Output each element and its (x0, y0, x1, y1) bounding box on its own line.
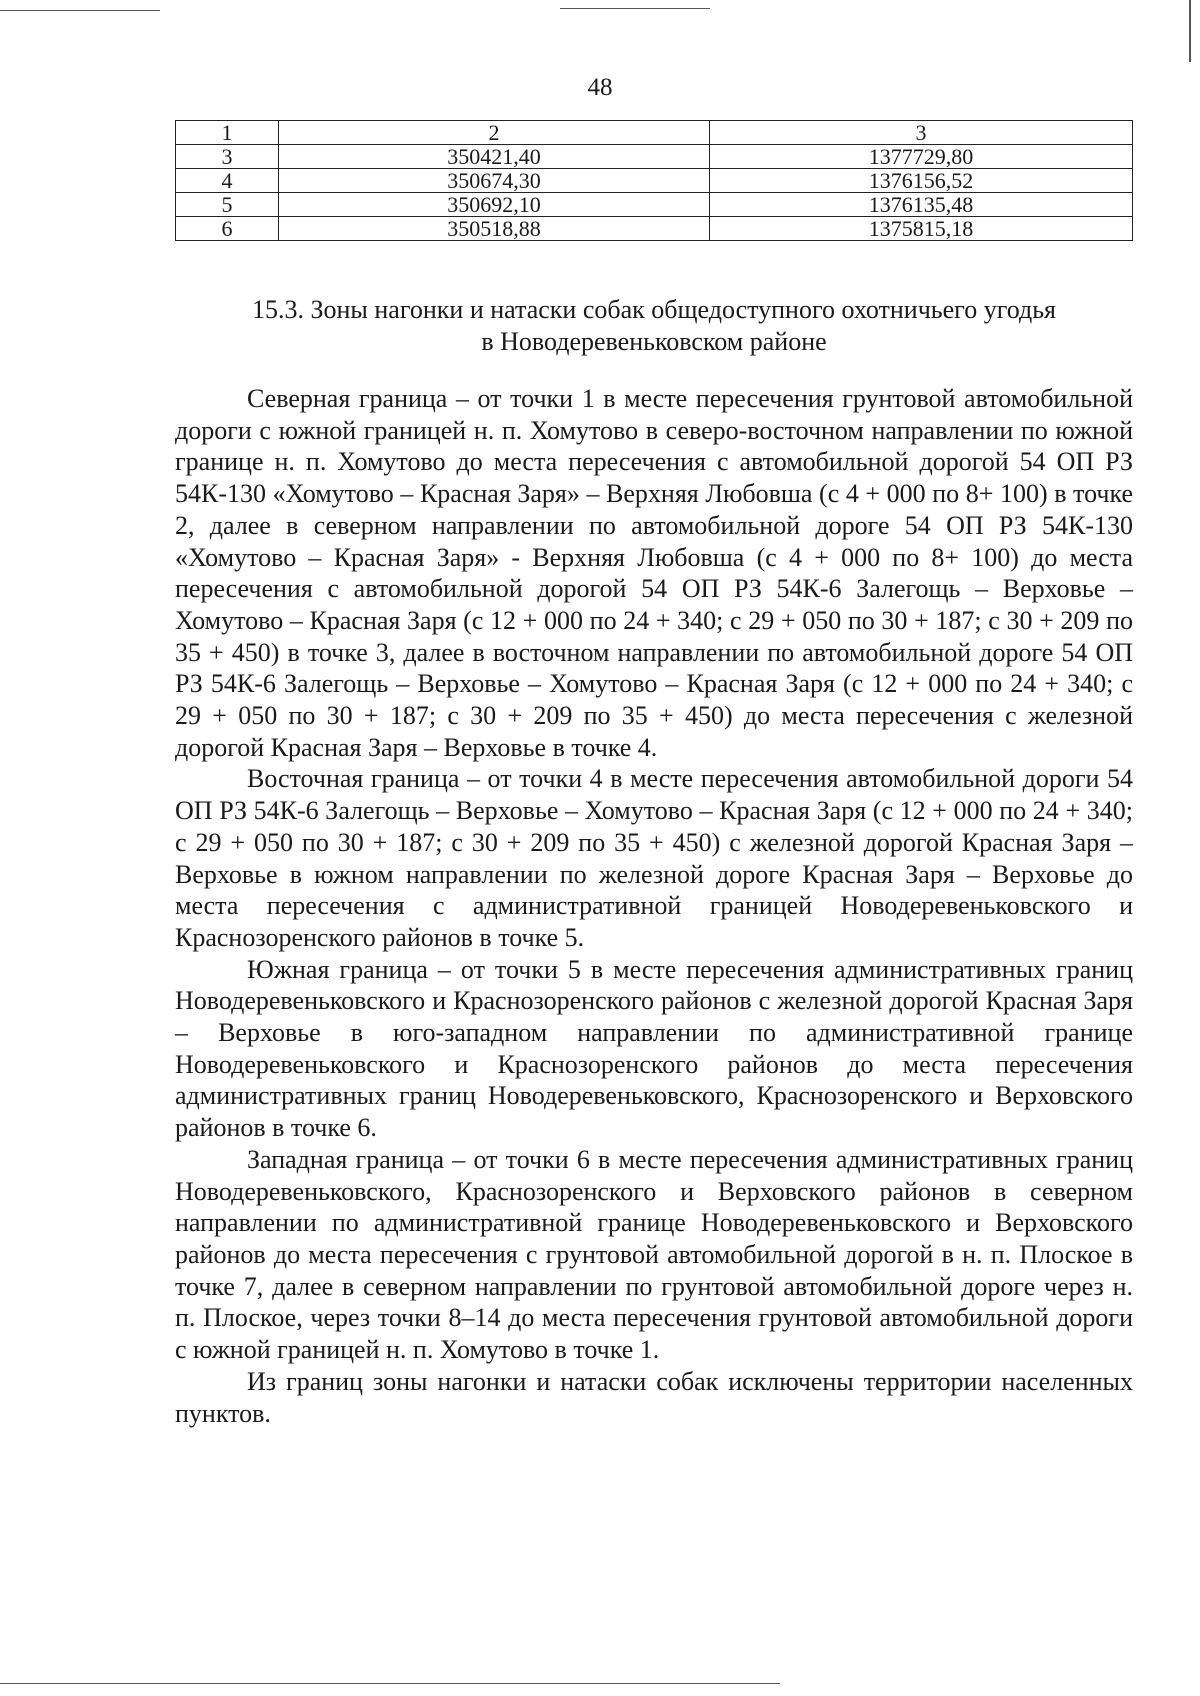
scan-edge-right (1189, 0, 1191, 62)
coordinate-y-cell: 1376156,52 (710, 169, 1133, 193)
document-body (175, 383, 1133, 1429)
coordinates-table (175, 120, 1133, 241)
point-number-cell: 3 (176, 145, 279, 169)
coordinate-y-cell: 1377729,80 (710, 145, 1133, 169)
table-header-cell: 3 (710, 121, 1133, 145)
page-number: 48 (587, 74, 613, 101)
paragraph-east-border: Восточная граница – от точки 4 в месте пересечения автомобильной дороги 54 ОП РЗ 54К-6 Залегощь – Верховье – Хомутово – Красная Заря (с 12 + 000 по 24 + 340; с 29 + 050 по 30 + 187; с 30 + 209 по 35 + 450) с железной дорогой Красная Заря – Верховье в южном направлении по железной дороге Красная Заря – Верховье до места пересечения с административной границей Новодеревеньковского и Краснозоренского районов в точке 5. (175, 764, 1133, 952)
scan-edge-bottom (0, 1683, 780, 1684)
table-row (176, 217, 1133, 241)
table-header-cell: 2 (279, 121, 710, 145)
coordinate-x-cell: 350421,40 (279, 145, 710, 169)
section-heading-line: в Новодеревеньковском районе (481, 327, 827, 356)
paragraph-north-border: Северная граница – от точки 1 в месте пересечения грунтовой автомобильной дороги с южной границей н. п. Хомутово в северо-восточном направлении по южной границе н. п. Хомутово до места пересечения с автомобильной дорогой 54 ОП РЗ 54К-130 «Хомутово – Красная Заря» – Верхняя Любовша (с 4 + 000 по 8+ 100) в точке 2, далее в северном направлении по автомобильной дороге 54 ОП РЗ 54К-130 «Хомутово – Красная Заря» - Верхняя Любовша (с 4 + 000 по 8+ 100) до места пересечения с автомобильной дорогой 54 ОП РЗ 54К-6 Залегощь – Верховье – Хомутово – Красная Заря (с 12 + 000 по 24 + 340; с 29 + 050 по 30 + 187; с 30 + 209 по 35 + 450) в точке 3, далее в восточном направлении по автомобильной дороге 54 ОП РЗ 54К-6 Залегощь – Верховье – Хомутово – Красная Заря (с 12 + 000 по 24 + 340; с 29 + 050 по 30 + 187; с 30 + 209 по 35 + 450) до места пересечения с железной дорогой Красная Заря – Верховье в точке 4. (175, 384, 1133, 762)
paragraph-exclusion: Из границ зоны нагонки и натаски собак исключены территории населенных пунктов. (175, 1366, 1133, 1428)
point-number-cell: 6 (176, 217, 279, 241)
coordinate-y-cell: 1376135,48 (710, 193, 1133, 217)
coordinate-x-cell: 350518,88 (279, 217, 710, 241)
coordinate-y-cell: 1375815,18 (710, 217, 1133, 241)
table-header-cell: 1 (176, 121, 279, 145)
table-row (176, 193, 1133, 217)
scan-edge-top-left (0, 10, 160, 11)
table-row (176, 169, 1133, 193)
point-number-cell: 4 (176, 169, 279, 193)
scan-edge-top-center (560, 8, 710, 9)
coordinate-x-cell: 350692,10 (279, 193, 710, 217)
table-header-row (176, 121, 1133, 145)
section-heading (175, 294, 1133, 358)
point-number-cell: 5 (176, 193, 279, 217)
section-heading-line: 15.3. Зоны нагонки и натаски собак общедоступного охотничьего угодья (251, 295, 1057, 324)
paragraph-south-border: Южная граница – от точки 5 в месте пересечения административных границ Новодеревеньковского и Краснозоренского районов с железной дорогой Красная Заря – Верховье в юго-западном направлении по административной границе Новодеревеньковского и Краснозоренского районов до места пересечения административных границ Новодеревеньковского, Краснозоренского и Верховского районов в точке 6. (175, 954, 1133, 1143)
coordinate-x-cell: 350674,30 (279, 169, 710, 193)
paragraph-west-border: Западная граница – от точки 6 в месте пересечения административных границ Новодеревеньковского, Краснозоренского и Верховского районов в северном направлении по административной границе Новодеревеньковского и Верховского районов до места пересечения с грунтовой автомобильной дорогой в н. п. Плоское в точке 7, далее в северном направлении по грунтовой автомобильной дороге через н. п. Плоское, через точки 8–14 до места пересечения грунтовой автомобильной дороги с южной границей н. п. Хомутово в точке 1. (175, 1144, 1133, 1365)
table-row (176, 145, 1133, 169)
